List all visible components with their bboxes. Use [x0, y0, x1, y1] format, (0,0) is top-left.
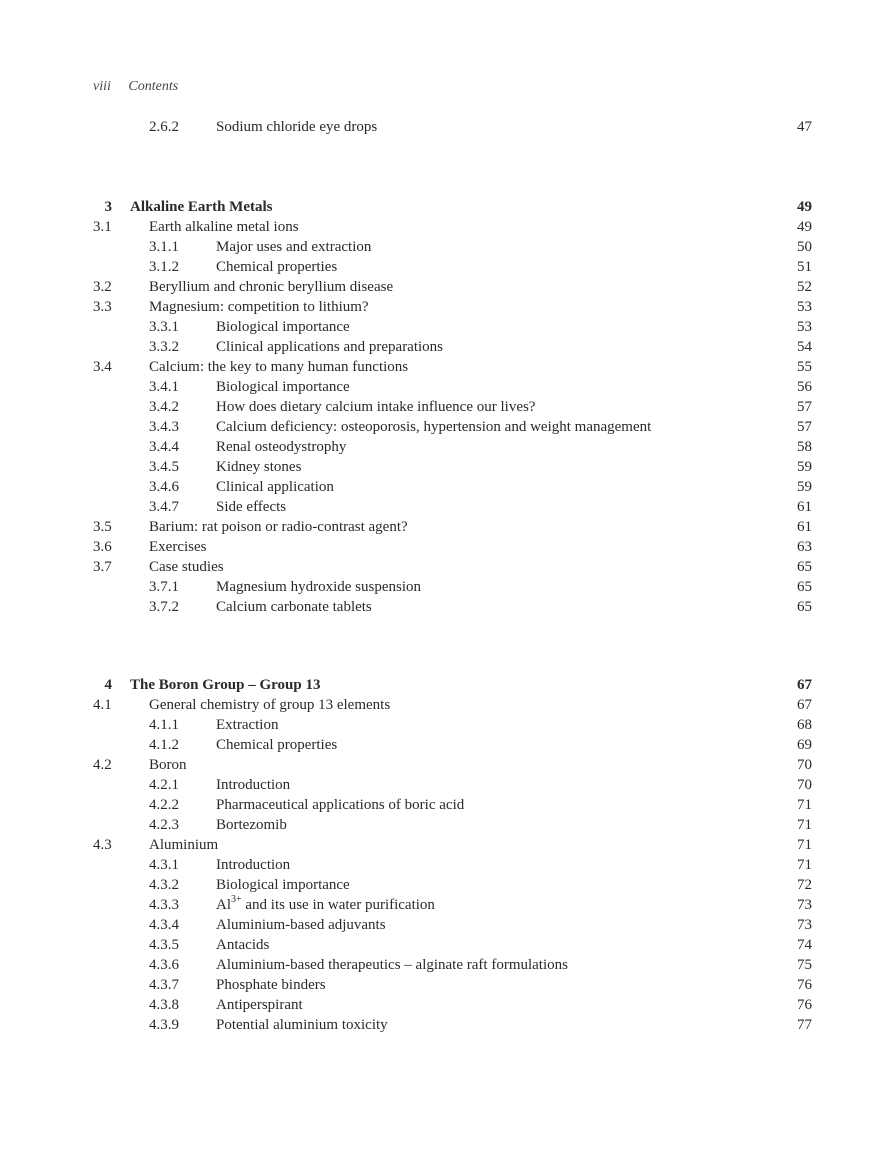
page-number: 52 [797, 279, 812, 295]
page-number: 71 [797, 837, 812, 853]
subsection-title: Potential aluminium toxicity [216, 1017, 388, 1033]
subsection-number: 3.4.7 [149, 499, 179, 515]
page-folio: viii [93, 79, 111, 94]
section-title: Earth alkaline metal ions [149, 219, 299, 235]
charge-superscript: 3+ [231, 894, 242, 905]
subsection-number: 4.1.2 [149, 737, 179, 753]
page-number: 70 [797, 777, 812, 793]
page-number: 69 [797, 737, 812, 753]
subsection-number: 3.4.2 [149, 399, 179, 415]
page-number: 55 [797, 359, 812, 375]
subsection-number: 4.3.7 [149, 977, 179, 993]
subsection-number: 3.7.2 [149, 599, 179, 615]
page-number: 74 [797, 937, 812, 953]
section-title: Aluminium [149, 837, 219, 853]
page-number: 71 [797, 797, 812, 813]
page-number: 75 [797, 957, 812, 973]
subsection-title: Major uses and extraction [216, 239, 372, 255]
toc-sub-entry[interactable] [0, 597, 890, 617]
subsection-number: 4.3.5 [149, 937, 179, 953]
subsection-number: 3.4.5 [149, 459, 179, 475]
toc-sec-entry[interactable] [0, 835, 890, 855]
chapter-number: 4 [104, 677, 112, 693]
page-number: 76 [797, 997, 812, 1013]
page-number: 67 [797, 677, 812, 693]
chapter-title: Alkaline Earth Metals [130, 199, 273, 215]
title-text: and its use in water purification [241, 897, 435, 913]
page-number: 53 [797, 299, 812, 315]
page-number: 77 [797, 1017, 812, 1033]
page-number: 50 [797, 239, 812, 255]
toc-sec-entry[interactable] [0, 755, 890, 775]
page-number: 47 [797, 119, 812, 135]
subsection-title: Antiperspirant [216, 997, 303, 1013]
subsection-number: 2.6.2 [149, 119, 179, 135]
subsection-number: 3.4.4 [149, 439, 179, 455]
toc-block [0, 675, 890, 1035]
chapter-number: 3 [104, 199, 112, 215]
subsection-number: 3.1.1 [149, 239, 179, 255]
page-number: 49 [797, 219, 812, 235]
toc-sub-entry[interactable] [0, 715, 890, 735]
toc-sub-entry[interactable] [0, 975, 890, 995]
page-number: 70 [797, 757, 812, 773]
subsection-title: Aluminium-based adjuvants [216, 917, 386, 933]
section-number: 3.2 [93, 279, 112, 295]
running-title: Contents [128, 79, 179, 94]
subsection-title: Chemical properties [216, 737, 338, 753]
page-number: 73 [797, 897, 812, 913]
subsection-title: Extraction [216, 717, 279, 733]
toc-chapter-entry[interactable] [0, 675, 890, 695]
toc-sec-entry[interactable] [0, 357, 890, 377]
subsection-title: Clinical applications and preparations [216, 339, 444, 355]
subsection-number: 4.3.1 [149, 857, 179, 873]
page-number: 73 [797, 917, 812, 933]
subsection-number: 4.3.9 [149, 1017, 179, 1033]
section-title: Boron [149, 757, 187, 773]
subsection-title: Kidney stones [216, 459, 302, 475]
toc-sub-entry[interactable] [0, 915, 890, 935]
subsection-title: Biological importance [216, 379, 350, 395]
section-number: 4.1 [93, 697, 112, 713]
toc-sub-entry[interactable] [0, 397, 890, 417]
toc-sec-entry[interactable] [0, 537, 890, 557]
section-number: 3.1 [93, 219, 112, 235]
page-number: 58 [797, 439, 812, 455]
page-number: 61 [797, 499, 812, 515]
subsection-number: 3.1.2 [149, 259, 179, 275]
subsection-title: Sodium chloride eye drops [216, 119, 378, 135]
toc-sec-entry[interactable] [0, 277, 890, 297]
section-number: 3.4 [93, 359, 112, 375]
toc-sec-entry[interactable] [0, 695, 890, 715]
subsection-title: Renal osteodystrophy [216, 439, 347, 455]
section-title: Magnesium: competition to lithium? [149, 299, 369, 315]
toc-sub-entry[interactable] [0, 855, 890, 875]
page-number: 59 [797, 479, 812, 495]
toc-sub-entry[interactable] [0, 875, 890, 895]
subsection-title: Bortezomib [216, 817, 287, 833]
section-title: Barium: rat poison or radio-contrast agent? [149, 519, 408, 535]
subsection-number: 4.3.4 [149, 917, 179, 933]
section-title: Calcium: the key to many human functions [149, 359, 409, 375]
toc-sub-entry[interactable] [0, 257, 890, 277]
toc-sub-entry[interactable] [0, 775, 890, 795]
toc-sub-entry[interactable] [0, 1015, 890, 1035]
subsection-title: Biological importance [216, 319, 350, 335]
subsection-number: 4.3.8 [149, 997, 179, 1013]
section-number: 3.6 [93, 539, 112, 555]
subsection-number: 3.7.1 [149, 579, 179, 595]
subsection-number: 4.2.3 [149, 817, 179, 833]
page-number: 61 [797, 519, 812, 535]
toc-sub-entry[interactable] [0, 815, 890, 835]
section-title: General chemistry of group 13 elements [149, 697, 391, 713]
chapter-title: The Boron Group – Group 13 [130, 677, 321, 693]
page-number: 57 [797, 399, 812, 415]
page-number: 68 [797, 717, 812, 733]
subsection-title [216, 895, 435, 915]
page-number: 76 [797, 977, 812, 993]
toc-sub-entry[interactable] [0, 995, 890, 1015]
toc-block [0, 197, 890, 617]
toc-sub-entry[interactable] [0, 795, 890, 815]
toc-sec-entry[interactable] [0, 517, 890, 537]
subsection-number: 4.3.2 [149, 877, 179, 893]
subsection-title: Side effects [216, 499, 287, 515]
running-header [93, 77, 178, 97]
title-text: Al [216, 897, 231, 913]
section-number: 4.2 [93, 757, 112, 773]
section-title: Exercises [149, 539, 207, 555]
page-number: 67 [797, 697, 812, 713]
page-number: 72 [797, 877, 812, 893]
subsection-title: Pharmaceutical applications of boric acid [216, 797, 465, 813]
toc-chapter-entry[interactable] [0, 197, 890, 217]
toc-sub-entry[interactable] [0, 237, 890, 257]
subsection-title: Introduction [216, 777, 291, 793]
subsection-number: 4.1.1 [149, 717, 179, 733]
toc-sub-entry[interactable] [0, 417, 890, 437]
page-number: 65 [797, 559, 812, 575]
subsection-title: Aluminium-based therapeutics – alginate raft formulations [216, 957, 568, 973]
subsection-title: Antacids [216, 937, 270, 953]
subsection-number: 3.4.6 [149, 479, 179, 495]
toc-block [0, 117, 890, 137]
toc-sub-entry[interactable] [0, 935, 890, 955]
subsection-number: 3.3.2 [149, 339, 179, 355]
subsection-title: Chemical properties [216, 259, 338, 275]
subsection-number: 4.3.3 [149, 897, 179, 913]
section-number: 3.5 [93, 519, 112, 535]
subsection-number: 4.2.1 [149, 777, 179, 793]
page-number: 51 [797, 259, 812, 275]
toc-sec-entry[interactable] [0, 297, 890, 317]
page-number: 56 [797, 379, 812, 395]
subsection-title: How does dietary calcium intake influence our lives? [216, 399, 536, 415]
toc-sub-entry[interactable] [0, 895, 890, 915]
subsection-number: 3.4.3 [149, 419, 179, 435]
page-number: 71 [797, 857, 812, 873]
section-title: Case studies [149, 559, 224, 575]
subsection-title: Biological importance [216, 877, 350, 893]
toc-sub-entry[interactable] [0, 337, 890, 357]
subsection-title: Magnesium hydroxide suspension [216, 579, 421, 595]
page-number: 63 [797, 539, 812, 555]
toc-sub-entry[interactable] [0, 457, 890, 477]
page-number: 57 [797, 419, 812, 435]
toc-sub-entry[interactable] [0, 377, 890, 397]
section-number: 4.3 [93, 837, 112, 853]
toc-sub-entry[interactable] [0, 437, 890, 457]
toc-sub-entry[interactable] [0, 317, 890, 337]
page-number: 54 [797, 339, 812, 355]
subsection-title: Phosphate binders [216, 977, 326, 993]
toc-sub-entry[interactable] [0, 117, 890, 137]
page-number: 53 [797, 319, 812, 335]
section-title: Beryllium and chronic beryllium disease [149, 279, 394, 295]
page-number: 49 [797, 199, 812, 215]
toc-sub-entry[interactable] [0, 497, 890, 517]
page-number: 65 [797, 579, 812, 595]
page-number: 71 [797, 817, 812, 833]
subsection-title: Clinical application [216, 479, 334, 495]
subsection-number: 4.3.6 [149, 957, 179, 973]
subsection-title: Calcium carbonate tablets [216, 599, 372, 615]
subsection-title: Calcium deficiency: osteoporosis, hypertension and weight management [216, 419, 652, 435]
subsection-number: 3.4.1 [149, 379, 179, 395]
page-number: 59 [797, 459, 812, 475]
toc-sub-entry[interactable] [0, 955, 890, 975]
toc-sub-entry[interactable] [0, 735, 890, 755]
subsection-title: Introduction [216, 857, 291, 873]
toc-sub-entry[interactable] [0, 577, 890, 597]
page-number: 65 [797, 599, 812, 615]
toc-sub-entry[interactable] [0, 477, 890, 497]
section-number: 3.3 [93, 299, 112, 315]
subsection-number: 4.2.2 [149, 797, 179, 813]
subsection-number: 3.3.1 [149, 319, 179, 335]
section-number: 3.7 [93, 559, 112, 575]
toc-sec-entry[interactable] [0, 217, 890, 237]
toc-sec-entry[interactable] [0, 557, 890, 577]
